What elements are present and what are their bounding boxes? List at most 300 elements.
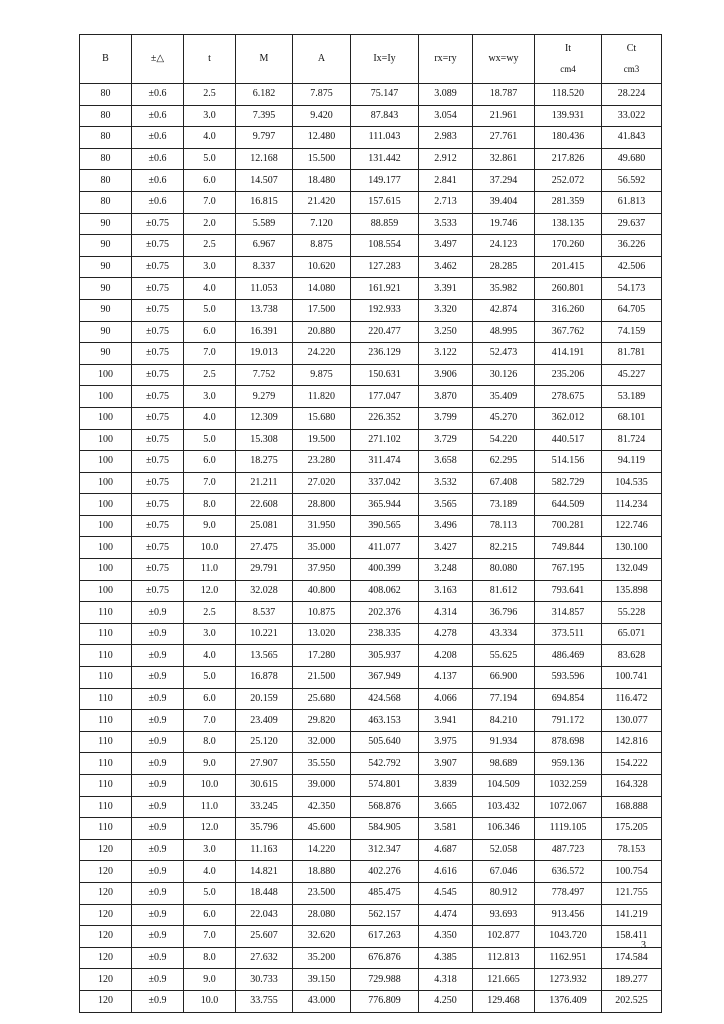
table-cell-b: 100 [80, 364, 132, 386]
table-cell-r: 2.713 [419, 191, 473, 213]
table-cell-m: 21.211 [236, 472, 293, 494]
table-cell-i: 408.062 [351, 580, 419, 602]
table-cell-w: 80.912 [473, 882, 535, 904]
table-row [80, 299, 662, 321]
table-cell-w: 30.126 [473, 364, 535, 386]
table-cell-r: 2.841 [419, 170, 473, 192]
table-cell-a: 35.000 [293, 537, 351, 559]
table-cell-tol: ±0.75 [132, 537, 184, 559]
table-cell-b: 100 [80, 494, 132, 516]
table-cell-b: 80 [80, 170, 132, 192]
table-cell-a: 39.150 [293, 969, 351, 991]
table-cell-it: 749.844 [535, 537, 602, 559]
table-cell-tol: ±0.75 [132, 213, 184, 235]
table-cell-w: 28.285 [473, 256, 535, 278]
table-row [80, 321, 662, 343]
table-cell-i: 108.554 [351, 235, 419, 257]
table-cell-ct: 142.816 [602, 731, 662, 753]
table-cell-m: 5.589 [236, 213, 293, 235]
table-cell-a: 37.950 [293, 559, 351, 581]
table-cell-r: 4.616 [419, 861, 473, 883]
table-cell-it: 373.511 [535, 623, 602, 645]
column-header-unit: cm4 [560, 64, 576, 74]
table-cell-a: 14.080 [293, 278, 351, 300]
table-cell-ct: 41.843 [602, 127, 662, 149]
table-row [80, 645, 662, 667]
table-cell-w: 52.473 [473, 343, 535, 365]
table-cell-b: 110 [80, 667, 132, 689]
table-cell-it: 314.857 [535, 602, 602, 624]
table-cell-a: 43.000 [293, 990, 351, 1012]
table-cell-ct: 45.227 [602, 364, 662, 386]
table-cell-it: 1043.720 [535, 926, 602, 948]
table-cell-tol: ±0.9 [132, 645, 184, 667]
column-header-a [293, 35, 351, 84]
table-cell-a: 27.020 [293, 472, 351, 494]
table-cell-it: 138.135 [535, 213, 602, 235]
table-cell-a: 21.500 [293, 667, 351, 689]
table-cell-m: 14.507 [236, 170, 293, 192]
table-cell-m: 20.159 [236, 688, 293, 710]
table-cell-b: 110 [80, 818, 132, 840]
table-cell-it: 878.698 [535, 731, 602, 753]
table-cell-t: 4.0 [184, 127, 236, 149]
table-cell-m: 10.221 [236, 623, 293, 645]
table-cell-b: 120 [80, 861, 132, 883]
table-cell-a: 7.120 [293, 213, 351, 235]
table-cell-t: 7.0 [184, 191, 236, 213]
table-cell-tol: ±0.75 [132, 235, 184, 257]
table-cell-ct: 81.724 [602, 429, 662, 451]
table-cell-t: 8.0 [184, 494, 236, 516]
table-cell-m: 23.409 [236, 710, 293, 732]
table-cell-it: 414.191 [535, 343, 602, 365]
table-cell-m: 6.182 [236, 84, 293, 106]
table-cell-r: 4.687 [419, 839, 473, 861]
table-cell-i: 131.442 [351, 148, 419, 170]
table-cell-ct: 130.100 [602, 537, 662, 559]
table-cell-r: 3.665 [419, 796, 473, 818]
table-row [80, 105, 662, 127]
table-cell-m: 9.797 [236, 127, 293, 149]
table-cell-b: 120 [80, 839, 132, 861]
table-cell-r: 3.799 [419, 407, 473, 429]
table-cell-m: 8.537 [236, 602, 293, 624]
table-cell-a: 28.080 [293, 904, 351, 926]
table-cell-tol: ±0.9 [132, 710, 184, 732]
table-cell-it: 440.517 [535, 429, 602, 451]
table-row [80, 796, 662, 818]
table-row [80, 688, 662, 710]
table-cell-t: 8.0 [184, 947, 236, 969]
table-cell-w: 52.058 [473, 839, 535, 861]
table-cell-r: 4.137 [419, 667, 473, 689]
table-row [80, 559, 662, 581]
table-cell-i: 220.477 [351, 321, 419, 343]
table-cell-r: 2.912 [419, 148, 473, 170]
column-header-label: rx=ry [434, 53, 457, 64]
table-cell-a: 35.550 [293, 753, 351, 775]
table-cell-tol: ±0.75 [132, 580, 184, 602]
table-cell-a: 45.600 [293, 818, 351, 840]
table-cell-ct: 130.077 [602, 710, 662, 732]
table-row [80, 386, 662, 408]
table-cell-m: 25.120 [236, 731, 293, 753]
table-cell-i: 390.565 [351, 515, 419, 537]
table-cell-it: 1376.409 [535, 990, 602, 1012]
table-cell-i: 400.399 [351, 559, 419, 581]
table-cell-a: 10.875 [293, 602, 351, 624]
table-cell-tol: ±0.75 [132, 494, 184, 516]
table-cell-m: 16.391 [236, 321, 293, 343]
table-cell-it: 593.596 [535, 667, 602, 689]
table-cell-ct: 122.746 [602, 515, 662, 537]
table-row [80, 537, 662, 559]
table-cell-a: 28.800 [293, 494, 351, 516]
table-cell-w: 112.813 [473, 947, 535, 969]
table-cell-i: 75.147 [351, 84, 419, 106]
table-cell-a: 7.875 [293, 84, 351, 106]
table-row [80, 451, 662, 473]
table-cell-i: 542.792 [351, 753, 419, 775]
table-cell-it: 1119.105 [535, 818, 602, 840]
table-cell-it: 791.172 [535, 710, 602, 732]
column-header-b [80, 35, 132, 84]
table-cell-m: 11.053 [236, 278, 293, 300]
table-cell-it: 217.826 [535, 148, 602, 170]
table-cell-ct: 36.226 [602, 235, 662, 257]
table-cell-ct: 64.705 [602, 299, 662, 321]
table-cell-m: 11.163 [236, 839, 293, 861]
table-cell-r: 2.983 [419, 127, 473, 149]
table-cell-t: 4.0 [184, 861, 236, 883]
table-cell-m: 14.821 [236, 861, 293, 883]
table-cell-r: 3.658 [419, 451, 473, 473]
table-cell-ct: 121.755 [602, 882, 662, 904]
table-cell-w: 36.796 [473, 602, 535, 624]
table-cell-tol: ±0.75 [132, 451, 184, 473]
table-cell-r: 4.474 [419, 904, 473, 926]
table-cell-r: 4.545 [419, 882, 473, 904]
table-cell-tol: ±0.9 [132, 667, 184, 689]
table-cell-w: 19.746 [473, 213, 535, 235]
table-cell-it: 644.509 [535, 494, 602, 516]
table-cell-tol: ±0.9 [132, 602, 184, 624]
table-cell-it: 139.931 [535, 105, 602, 127]
table-cell-t: 10.0 [184, 775, 236, 797]
table-cell-a: 15.500 [293, 148, 351, 170]
table-cell-i: 676.876 [351, 947, 419, 969]
table-row [80, 472, 662, 494]
table-cell-m: 9.279 [236, 386, 293, 408]
table-cell-w: 84.210 [473, 710, 535, 732]
table-cell-i: 192.933 [351, 299, 419, 321]
table-cell-m: 33.245 [236, 796, 293, 818]
table-cell-tol: ±0.6 [132, 105, 184, 127]
table-cell-t: 12.0 [184, 818, 236, 840]
table-cell-w: 82.215 [473, 537, 535, 559]
table-cell-ct: 42.506 [602, 256, 662, 278]
table-cell-b: 80 [80, 84, 132, 106]
table-cell-a: 9.875 [293, 364, 351, 386]
table-cell-w: 73.189 [473, 494, 535, 516]
table-cell-t: 11.0 [184, 559, 236, 581]
table-cell-w: 18.787 [473, 84, 535, 106]
table-cell-r: 3.839 [419, 775, 473, 797]
table-cell-a: 11.820 [293, 386, 351, 408]
column-header-it [535, 35, 602, 84]
table-cell-i: 311.474 [351, 451, 419, 473]
column-header-tol [132, 35, 184, 84]
table-cell-ct: 61.813 [602, 191, 662, 213]
table-cell-a: 35.200 [293, 947, 351, 969]
table-cell-tol: ±0.6 [132, 84, 184, 106]
table-cell-r: 4.385 [419, 947, 473, 969]
table-cell-it: 252.072 [535, 170, 602, 192]
table-cell-t: 7.0 [184, 710, 236, 732]
table-cell-tol: ±0.75 [132, 472, 184, 494]
table-cell-ct: 74.159 [602, 321, 662, 343]
table-cell-m: 18.275 [236, 451, 293, 473]
table-cell-w: 55.625 [473, 645, 535, 667]
table-cell-w: 45.270 [473, 407, 535, 429]
table-cell-a: 29.820 [293, 710, 351, 732]
table-cell-m: 22.043 [236, 904, 293, 926]
table-cell-i: 157.615 [351, 191, 419, 213]
table-row [80, 256, 662, 278]
table-cell-tol: ±0.75 [132, 364, 184, 386]
table-cell-b: 100 [80, 580, 132, 602]
table-cell-it: 793.641 [535, 580, 602, 602]
table-cell-it: 700.281 [535, 515, 602, 537]
table-cell-r: 3.248 [419, 559, 473, 581]
table-row [80, 127, 662, 149]
table-cell-r: 3.975 [419, 731, 473, 753]
table-cell-m: 12.309 [236, 407, 293, 429]
table-cell-m: 22.608 [236, 494, 293, 516]
table-cell-ct: 100.754 [602, 861, 662, 883]
table-cell-w: 91.934 [473, 731, 535, 753]
table-cell-a: 17.280 [293, 645, 351, 667]
table-cell-r: 3.320 [419, 299, 473, 321]
table-cell-tol: ±0.9 [132, 623, 184, 645]
table-cell-w: 48.995 [473, 321, 535, 343]
table-cell-b: 110 [80, 796, 132, 818]
table-cell-t: 5.0 [184, 429, 236, 451]
table-cell-a: 18.480 [293, 170, 351, 192]
table-cell-t: 5.0 [184, 299, 236, 321]
table-row [80, 861, 662, 883]
table-row [80, 667, 662, 689]
table-cell-r: 3.565 [419, 494, 473, 516]
table-cell-ct: 135.898 [602, 580, 662, 602]
table-row [80, 710, 662, 732]
table-row [80, 278, 662, 300]
table-cell-i: 127.283 [351, 256, 419, 278]
table-row [80, 515, 662, 537]
column-header-label: M [259, 53, 269, 64]
table-cell-ct: 104.535 [602, 472, 662, 494]
table-row [80, 235, 662, 257]
table-cell-r: 3.250 [419, 321, 473, 343]
table-cell-r: 3.729 [419, 429, 473, 451]
column-header-label: Ix=Iy [373, 53, 396, 64]
column-header-label: B [102, 53, 109, 64]
table-cell-w: 67.408 [473, 472, 535, 494]
table-cell-t: 7.0 [184, 472, 236, 494]
table-cell-it: 367.762 [535, 321, 602, 343]
table-cell-tol: ±0.9 [132, 861, 184, 883]
table-cell-m: 12.168 [236, 148, 293, 170]
table-cell-b: 90 [80, 321, 132, 343]
table-cell-ct: 68.101 [602, 407, 662, 429]
table-cell-b: 120 [80, 947, 132, 969]
table-cell-tol: ±0.75 [132, 278, 184, 300]
table-cell-t: 2.5 [184, 602, 236, 624]
table-cell-m: 29.791 [236, 559, 293, 581]
table-cell-a: 32.000 [293, 731, 351, 753]
table-cell-t: 4.0 [184, 407, 236, 429]
table-cell-w: 106.346 [473, 818, 535, 840]
table-cell-i: 111.043 [351, 127, 419, 149]
table-cell-ct: 168.888 [602, 796, 662, 818]
table-cell-b: 120 [80, 904, 132, 926]
table-cell-ct: 54.173 [602, 278, 662, 300]
table-cell-r: 3.122 [419, 343, 473, 365]
table-cell-i: 202.376 [351, 602, 419, 624]
table-cell-i: 568.876 [351, 796, 419, 818]
table-cell-m: 25.081 [236, 515, 293, 537]
table-cell-b: 120 [80, 882, 132, 904]
table-cell-w: 42.874 [473, 299, 535, 321]
table-cell-ct: 56.592 [602, 170, 662, 192]
table-cell-b: 100 [80, 559, 132, 581]
table-cell-r: 3.906 [419, 364, 473, 386]
table-row [80, 148, 662, 170]
table-cell-i: 271.102 [351, 429, 419, 451]
column-header-label: ±△ [150, 53, 165, 64]
table-cell-m: 30.615 [236, 775, 293, 797]
table-cell-i: 365.944 [351, 494, 419, 516]
table-cell-w: 67.046 [473, 861, 535, 883]
table-cell-tol: ±0.9 [132, 818, 184, 840]
table-cell-tol: ±0.6 [132, 148, 184, 170]
table-cell-r: 3.391 [419, 278, 473, 300]
table-cell-t: 9.0 [184, 969, 236, 991]
table-row [80, 580, 662, 602]
table-cell-tol: ±0.6 [132, 191, 184, 213]
table-cell-i: 226.352 [351, 407, 419, 429]
column-header-r [419, 35, 473, 84]
table-cell-t: 9.0 [184, 515, 236, 537]
table-cell-ct: 81.781 [602, 343, 662, 365]
column-header-unit: cm3 [623, 64, 640, 74]
table-cell-a: 19.500 [293, 429, 351, 451]
table-cell-t: 3.0 [184, 105, 236, 127]
table-cell-a: 17.500 [293, 299, 351, 321]
table-cell-it: 1072.067 [535, 796, 602, 818]
table-cell-i: 562.157 [351, 904, 419, 926]
table-row [80, 623, 662, 645]
table-cell-it: 487.723 [535, 839, 602, 861]
table-cell-ct: 141.219 [602, 904, 662, 926]
table-cell-t: 3.0 [184, 256, 236, 278]
table-cell-ct: 202.525 [602, 990, 662, 1012]
table-cell-tol: ±0.75 [132, 515, 184, 537]
table-cell-i: 505.640 [351, 731, 419, 753]
table-cell-w: 121.665 [473, 969, 535, 991]
table-row [80, 753, 662, 775]
table-cell-tol: ±0.75 [132, 407, 184, 429]
table-cell-ct: 189.277 [602, 969, 662, 991]
table-cell-tol: ±0.75 [132, 256, 184, 278]
table-cell-a: 42.350 [293, 796, 351, 818]
table-cell-t: 3.0 [184, 623, 236, 645]
table-cell-m: 18.448 [236, 882, 293, 904]
table-row [80, 494, 662, 516]
table-row [80, 84, 662, 106]
table-cell-a: 40.800 [293, 580, 351, 602]
column-header-ct [602, 35, 662, 84]
table-cell-i: 424.568 [351, 688, 419, 710]
table-cell-m: 7.752 [236, 364, 293, 386]
table-row [80, 170, 662, 192]
table-cell-a: 31.950 [293, 515, 351, 537]
table-cell-i: 161.921 [351, 278, 419, 300]
table-cell-m: 13.738 [236, 299, 293, 321]
table-cell-r: 3.941 [419, 710, 473, 732]
table-cell-r: 4.350 [419, 926, 473, 948]
table-cell-i: 584.905 [351, 818, 419, 840]
table-row [80, 407, 662, 429]
table-cell-a: 24.220 [293, 343, 351, 365]
table-cell-w: 103.432 [473, 796, 535, 818]
table-cell-t: 10.0 [184, 537, 236, 559]
page-number: 3 [641, 940, 646, 951]
table-cell-tol: ±0.9 [132, 731, 184, 753]
table-cell-tol: ±0.75 [132, 559, 184, 581]
table-cell-ct: 78.153 [602, 839, 662, 861]
table-cell-m: 8.337 [236, 256, 293, 278]
table-cell-a: 20.880 [293, 321, 351, 343]
table-cell-tol: ±0.75 [132, 299, 184, 321]
table-cell-r: 3.054 [419, 105, 473, 127]
table-cell-it: 278.675 [535, 386, 602, 408]
table-cell-m: 19.013 [236, 343, 293, 365]
table-cell-a: 18.880 [293, 861, 351, 883]
table-cell-i: 87.843 [351, 105, 419, 127]
column-header-label: A [317, 53, 326, 64]
table-cell-ct: 116.472 [602, 688, 662, 710]
table-cell-ct: 158.411 [602, 926, 662, 948]
table-cell-r: 3.532 [419, 472, 473, 494]
table-cell-t: 3.0 [184, 386, 236, 408]
table-cell-w: 66.900 [473, 667, 535, 689]
table-body [80, 84, 662, 1013]
table-cell-tol: ±0.9 [132, 904, 184, 926]
table-row [80, 731, 662, 753]
table-cell-a: 23.500 [293, 882, 351, 904]
table-cell-b: 80 [80, 148, 132, 170]
table-cell-tol: ±0.9 [132, 753, 184, 775]
table-cell-it: 1162.951 [535, 947, 602, 969]
table-cell-i: 305.937 [351, 645, 419, 667]
table-cell-a: 23.280 [293, 451, 351, 473]
table-cell-it: 913.456 [535, 904, 602, 926]
table-cell-r: 3.533 [419, 213, 473, 235]
column-header-t [184, 35, 236, 84]
table-cell-tol: ±0.9 [132, 990, 184, 1012]
